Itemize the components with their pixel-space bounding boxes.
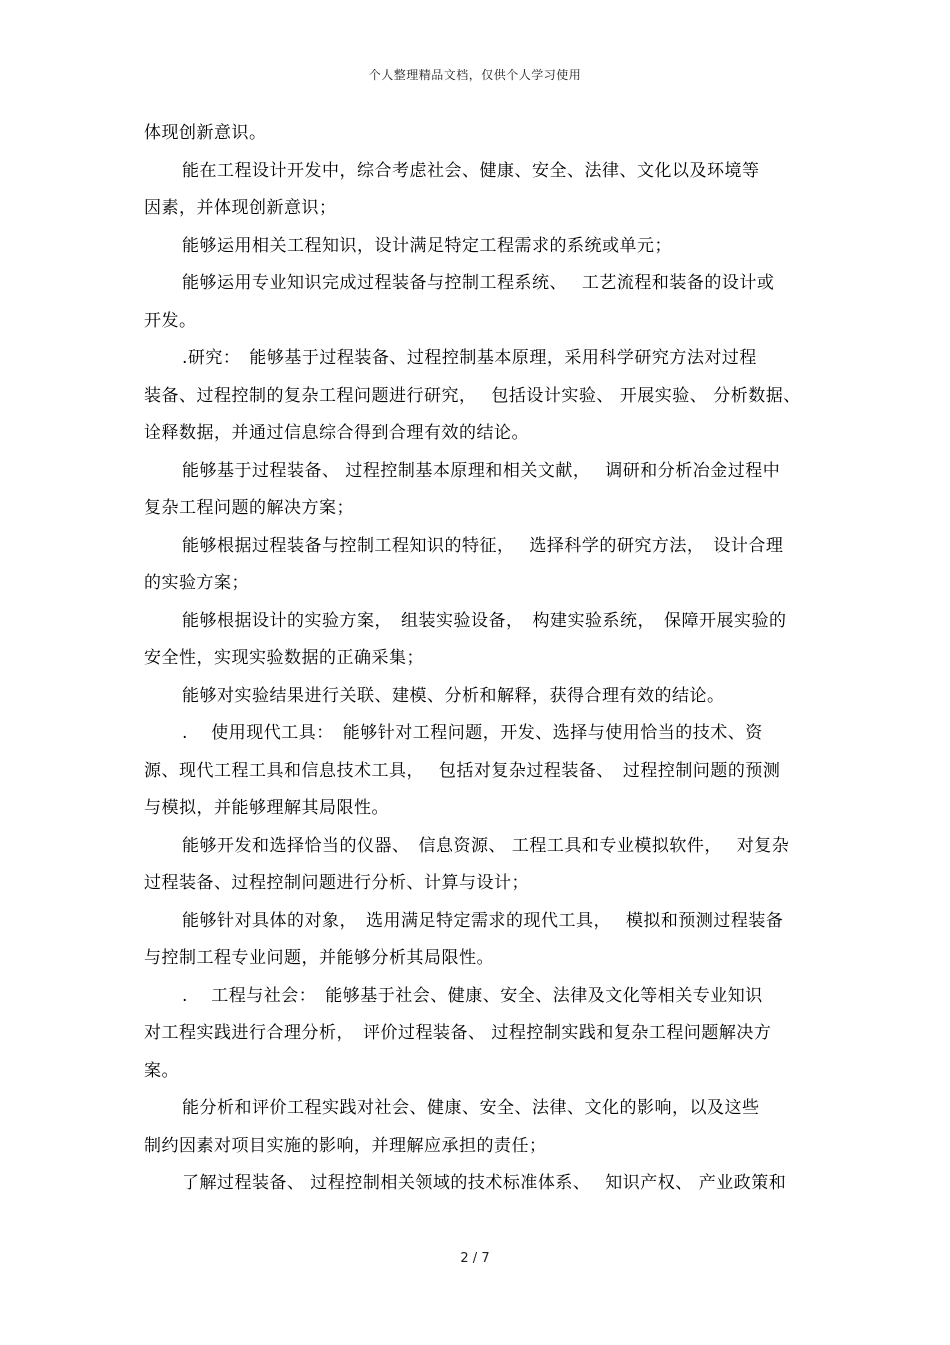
text-line: 能够开发和选择恰当的仪器、 信息资源、 工程工具和专业模拟软件， 对复杂 [182,836,790,856]
text-line: 安全性，实现实验数据的正确采集； [144,648,424,668]
text-line: 源、现代工程工具和信息技术工具， 包括对复杂过程装备、 过程控制问题的预测 [144,761,781,781]
text-line: 能分析和评价工程实践对社会、健康、安全、法律、文化的影响，以及这些 [182,1098,760,1118]
text-line: 开发。 [144,311,197,331]
page-number: 2 / 7 [460,1251,490,1266]
text-line: 制约因素对项目实施的影响，并理解应承担的责任； [144,1136,547,1156]
text-line: 复杂工程问题的解决方案； [144,498,354,518]
text-line: 与模拟，并能够理解其局限性。 [144,798,389,818]
text-line: 装备、过程控制的复杂工程问题进行研究， 包括设计实验、 开展实验、 分析数据、 [144,386,801,406]
text-line: 对工程实践进行合理分析， 评价过程装备、 过程控制实践和复杂工程问题解决方 [144,1023,772,1043]
text-line: 能够运用相关工程知识，设计满足特定工程需求的系统或单元； [182,236,672,256]
text-line: 能够基于过程装备、 过程控制基本原理和相关文献， 调研和分析冶金过程中 [182,461,781,481]
text-line: 的实验方案； [144,573,249,593]
text-line: 能够对实验结果进行关联、建模、分析和解释，获得合理有效的结论。 [182,686,725,706]
text-line: 过程装备、过程控制问题进行分析、计算与设计； [144,873,529,893]
text-line: 案。 [144,1061,179,1081]
text-line: . 工程与社会： 能够基于社会、健康、安全、法律及文化等相关专业知识 [182,986,763,1006]
text-line: .研究： 能够基于过程装备、过程控制基本原理，采用科学研究方法对过程 [182,348,757,368]
page-header: 个人整理精品文档，仅供个人学习使用 [368,68,582,82]
text-line: 能够根据设计的实验方案， 组装实验设备， 构建实验系统， 保障开展实验的 [182,611,787,631]
text-line: 了解过程装备、 过程控制相关领域的技术标准体系、 知识产权、 产业政策和 [182,1173,787,1193]
text-line: 诠释数据，并通过信息综合得到合理有效的结论。 [144,423,529,443]
text-line: 因素，并体现创新意识； [144,198,337,218]
text-line: 能够针对具体的对象， 选用满足特定需求的现代工具， 模拟和预测过程装备 [182,911,784,931]
text-line: 与控制工程专业问题，并能够分析其局限性。 [144,948,494,968]
text-line: . 使用现代工具： 能够针对工程问题，开发、选择与使用恰当的技术、资 [182,723,763,743]
text-line: 体现创新意识。 [144,123,267,143]
text-line: 能够运用专业知识完成过程装备与控制工程系统、 工艺流程和装备的设计或 [182,273,775,293]
text-line: 能够根据过程装备与控制工程知识的特征， 选择科学的研究方法， 设计合理 [182,536,784,556]
text-line: 能在工程设计开发中，综合考虑社会、健康、安全、法律、文化以及环境等 [182,161,760,181]
